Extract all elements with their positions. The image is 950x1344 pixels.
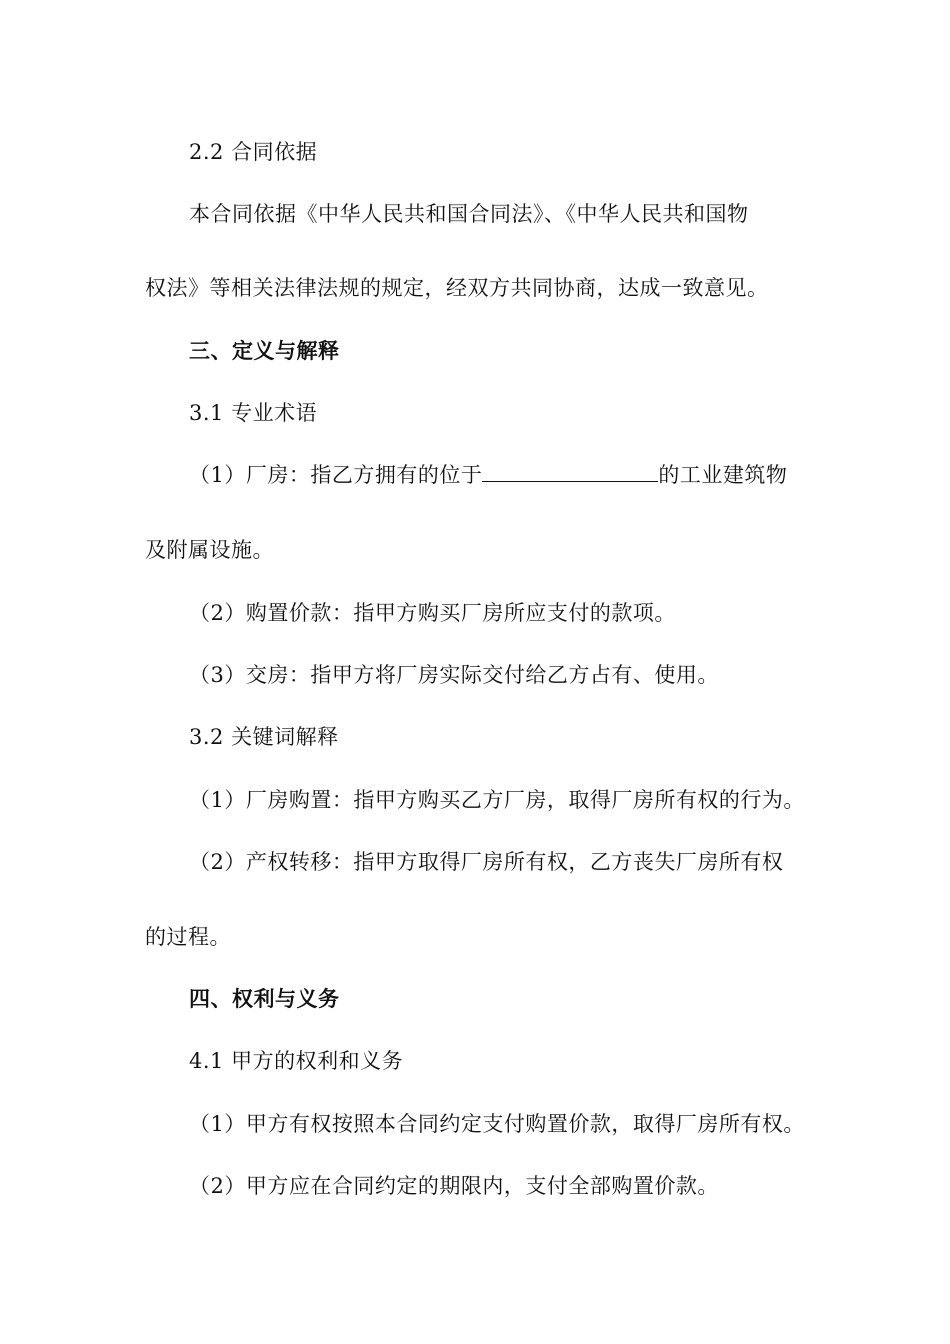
chapter-4-heading: 四、权利与义务 [189, 987, 340, 1011]
paragraph-basis-line-1: 本合同依据《中华人民共和国合同法》、《中华人民共和国物 [189, 202, 749, 226]
definition-delivery: （3）交房：指甲方将厂房实际交付给乙方占有、使用。 [189, 663, 719, 687]
chapter-3-heading: 三、定义与解释 [189, 339, 340, 363]
section-3-1-heading: 3.1 专业术语 [189, 401, 318, 425]
paragraph-basis-line-2: 权法》等相关法律法规的规定，经双方共同协商，达成一致意见。 [145, 276, 769, 300]
definition-factory-text-end: 的工业建筑物 [658, 463, 788, 487]
definition-factory-text-start: （1）厂房：指乙方拥有的位于 [189, 463, 483, 487]
section-4-1-heading: 4.1 甲方的权利和义务 [189, 1049, 404, 1073]
definition-price: （2）购置价款：指甲方购买厂房所应支付的款项。 [189, 601, 676, 625]
party-a-obligation-2: （2）甲方应在合同约定的期限内，支付全部购置价款。 [189, 1174, 719, 1198]
section-2-2-heading: 2.2 合同依据 [189, 140, 318, 164]
keyword-purchase: （1）厂房购置：指甲方购买乙方厂房，取得厂房所有权的行为。 [189, 788, 805, 812]
party-a-right-1: （1）甲方有权按照本合同约定支付购置价款，取得厂房所有权。 [189, 1112, 805, 1136]
location-blank-field[interactable] [482, 461, 658, 482]
definition-factory-line-1 [189, 460, 787, 490]
keyword-transfer-line-2: 的过程。 [145, 925, 231, 949]
section-3-2-heading: 3.2 关键词解释 [189, 725, 339, 749]
keyword-transfer-line-1: （2）产权转移：指甲方取得厂房所有权，乙方丧失厂房所有权 [189, 850, 784, 874]
definition-factory-line-2: 及附属设施。 [145, 538, 274, 562]
